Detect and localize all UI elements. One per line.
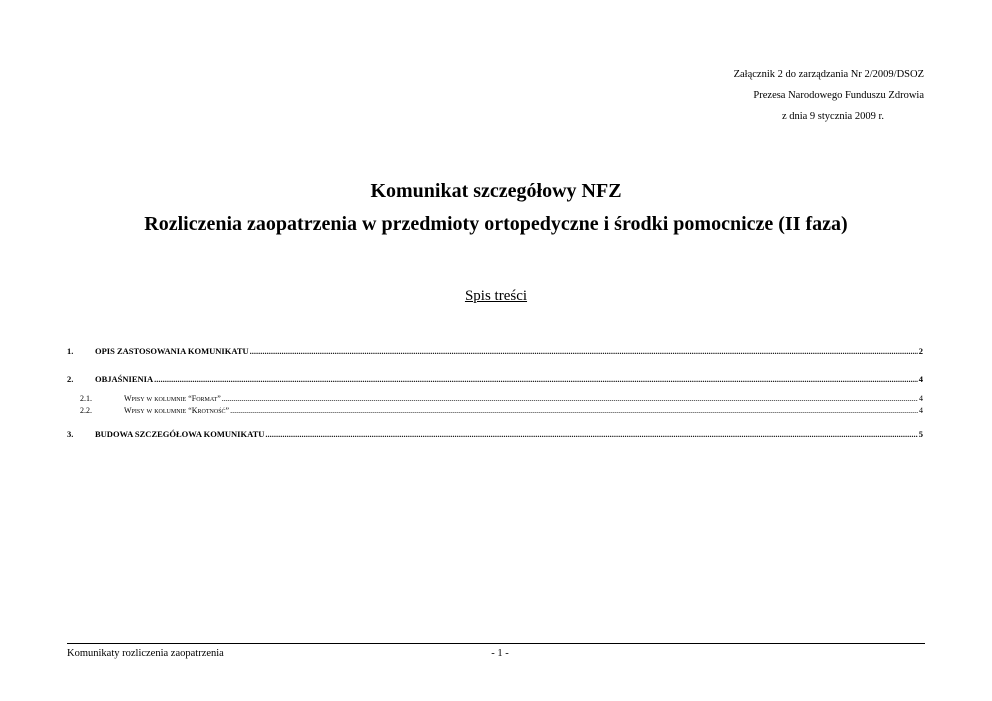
annex-note [564, 64, 924, 127]
toc-entry-page: 4 [918, 374, 923, 384]
toc-heading: Spis treści [464, 288, 528, 304]
toc-entry-2[interactable] [67, 374, 923, 384]
toc-entry-page: 5 [918, 429, 923, 439]
footer-divider [67, 643, 925, 644]
annex-line-1: Załącznik 2 do zarządzania Nr 2/2009/DSOZ [733, 69, 924, 80]
toc-leader-dots [154, 374, 918, 384]
toc-entry-number: 2.2. [80, 406, 92, 415]
toc-entry-text: OPIS ZASTOSOWANIA KOMUNIKATU [95, 346, 249, 356]
toc-entry-text: OBJAŚNIENIA [95, 374, 154, 384]
toc-entry-3[interactable] [67, 429, 923, 439]
toc-leader-dots [222, 394, 918, 403]
document-title: Komunikat szczegółowy NFZ [370, 180, 622, 202]
footer-page-number: - 1 - [491, 648, 509, 659]
toc-entry-2-1[interactable] [67, 394, 923, 403]
toc-entry-2-2[interactable] [67, 406, 923, 415]
toc-entry-page: 4 [919, 394, 923, 403]
toc-entry-number: 3. [67, 429, 74, 439]
document-subtitle: Rozliczenia zaopatrzenia w przedmioty ortopedyczne i środki pomocnicze (II faza) [144, 213, 848, 235]
toc-leader-dots [230, 406, 918, 415]
toc-entry-number: 2. [67, 374, 74, 384]
footer-title: Komunikaty rozliczenia zaopatrzenia [67, 648, 224, 659]
toc-entry-text: BUDOWA SZCZEGÓŁOWA KOMUNIKATU [95, 429, 265, 439]
toc-entry-1[interactable] [67, 346, 923, 356]
toc-entry-number: 1. [67, 346, 74, 356]
toc-entry-text: Wpisy w kolumnie “Krotność” [124, 406, 230, 415]
annex-line-3: z dnia 9 stycznia 2009 r. [781, 111, 884, 122]
toc-leader-dots [265, 429, 917, 439]
toc-leader-dots [250, 346, 918, 356]
toc-entry-page: 4 [919, 406, 923, 415]
toc-entry-number: 2.1. [80, 394, 92, 403]
annex-line-2: Prezesa Narodowego Funduszu Zdrowia [753, 90, 924, 101]
toc-entry-page: 2 [918, 346, 923, 356]
toc-entry-text: Wpisy w kolumnie “Format” [124, 394, 221, 403]
